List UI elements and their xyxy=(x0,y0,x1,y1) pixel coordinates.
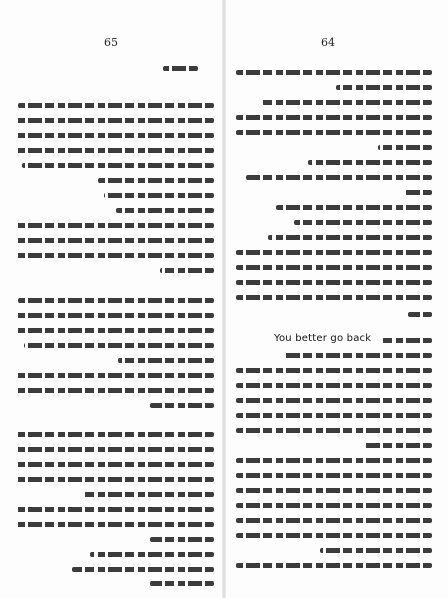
text-line xyxy=(236,533,432,538)
text-line xyxy=(150,403,214,408)
text-line xyxy=(236,115,432,120)
text-line xyxy=(24,343,214,348)
text-line xyxy=(320,548,432,553)
text-line xyxy=(14,447,214,452)
text-line xyxy=(236,130,432,135)
text-line xyxy=(236,518,432,523)
text-line xyxy=(236,70,432,75)
text-line xyxy=(14,522,214,527)
english-phrase: You better go back xyxy=(274,333,372,344)
text-line xyxy=(308,160,432,165)
text-line xyxy=(236,428,432,433)
text-line xyxy=(14,238,214,243)
text-line xyxy=(14,462,214,467)
text-line xyxy=(116,208,214,213)
text-line xyxy=(236,368,432,373)
text-line xyxy=(262,100,432,105)
page-number-right: 64 xyxy=(321,36,335,49)
text-line xyxy=(236,265,432,270)
text-line xyxy=(14,328,214,333)
text-line xyxy=(364,443,432,448)
text-line xyxy=(382,338,432,343)
text-line xyxy=(98,178,214,183)
text-line xyxy=(18,103,214,108)
text-line xyxy=(236,250,432,255)
text-line xyxy=(14,148,214,153)
text-line xyxy=(14,313,214,318)
text-line xyxy=(14,133,214,138)
text-line xyxy=(22,163,214,168)
text-line xyxy=(236,383,432,388)
text-line xyxy=(336,85,432,90)
text-line xyxy=(118,358,214,363)
text-line xyxy=(14,432,214,437)
text-line xyxy=(14,118,214,123)
text-line xyxy=(14,507,214,512)
text-line xyxy=(84,492,214,497)
text-line xyxy=(236,503,432,508)
text-line xyxy=(14,223,214,228)
text-line xyxy=(236,563,432,568)
text-line xyxy=(14,388,214,393)
text-line xyxy=(378,145,432,150)
text-line xyxy=(18,298,214,303)
text-line xyxy=(150,537,214,542)
text-line xyxy=(408,312,432,317)
text-line xyxy=(236,280,432,285)
text-line xyxy=(276,205,432,210)
text-line xyxy=(14,373,214,378)
text-line xyxy=(236,413,432,418)
text-line xyxy=(72,567,214,572)
text-line xyxy=(163,66,198,71)
text-line xyxy=(236,473,432,478)
text-line xyxy=(90,552,214,557)
text-line xyxy=(104,193,214,198)
text-line xyxy=(404,190,432,195)
text-line xyxy=(236,398,432,403)
text-line xyxy=(150,581,214,586)
text-line xyxy=(268,235,432,240)
text-line xyxy=(284,353,432,358)
text-line xyxy=(14,253,214,258)
text-line xyxy=(236,295,432,300)
page-number-left: 65 xyxy=(104,36,118,49)
text-line xyxy=(14,477,214,482)
text-line xyxy=(160,268,214,273)
page-right xyxy=(224,0,448,598)
text-line xyxy=(236,488,432,493)
text-line xyxy=(294,220,432,225)
text-line xyxy=(236,458,432,463)
text-line xyxy=(246,175,432,180)
